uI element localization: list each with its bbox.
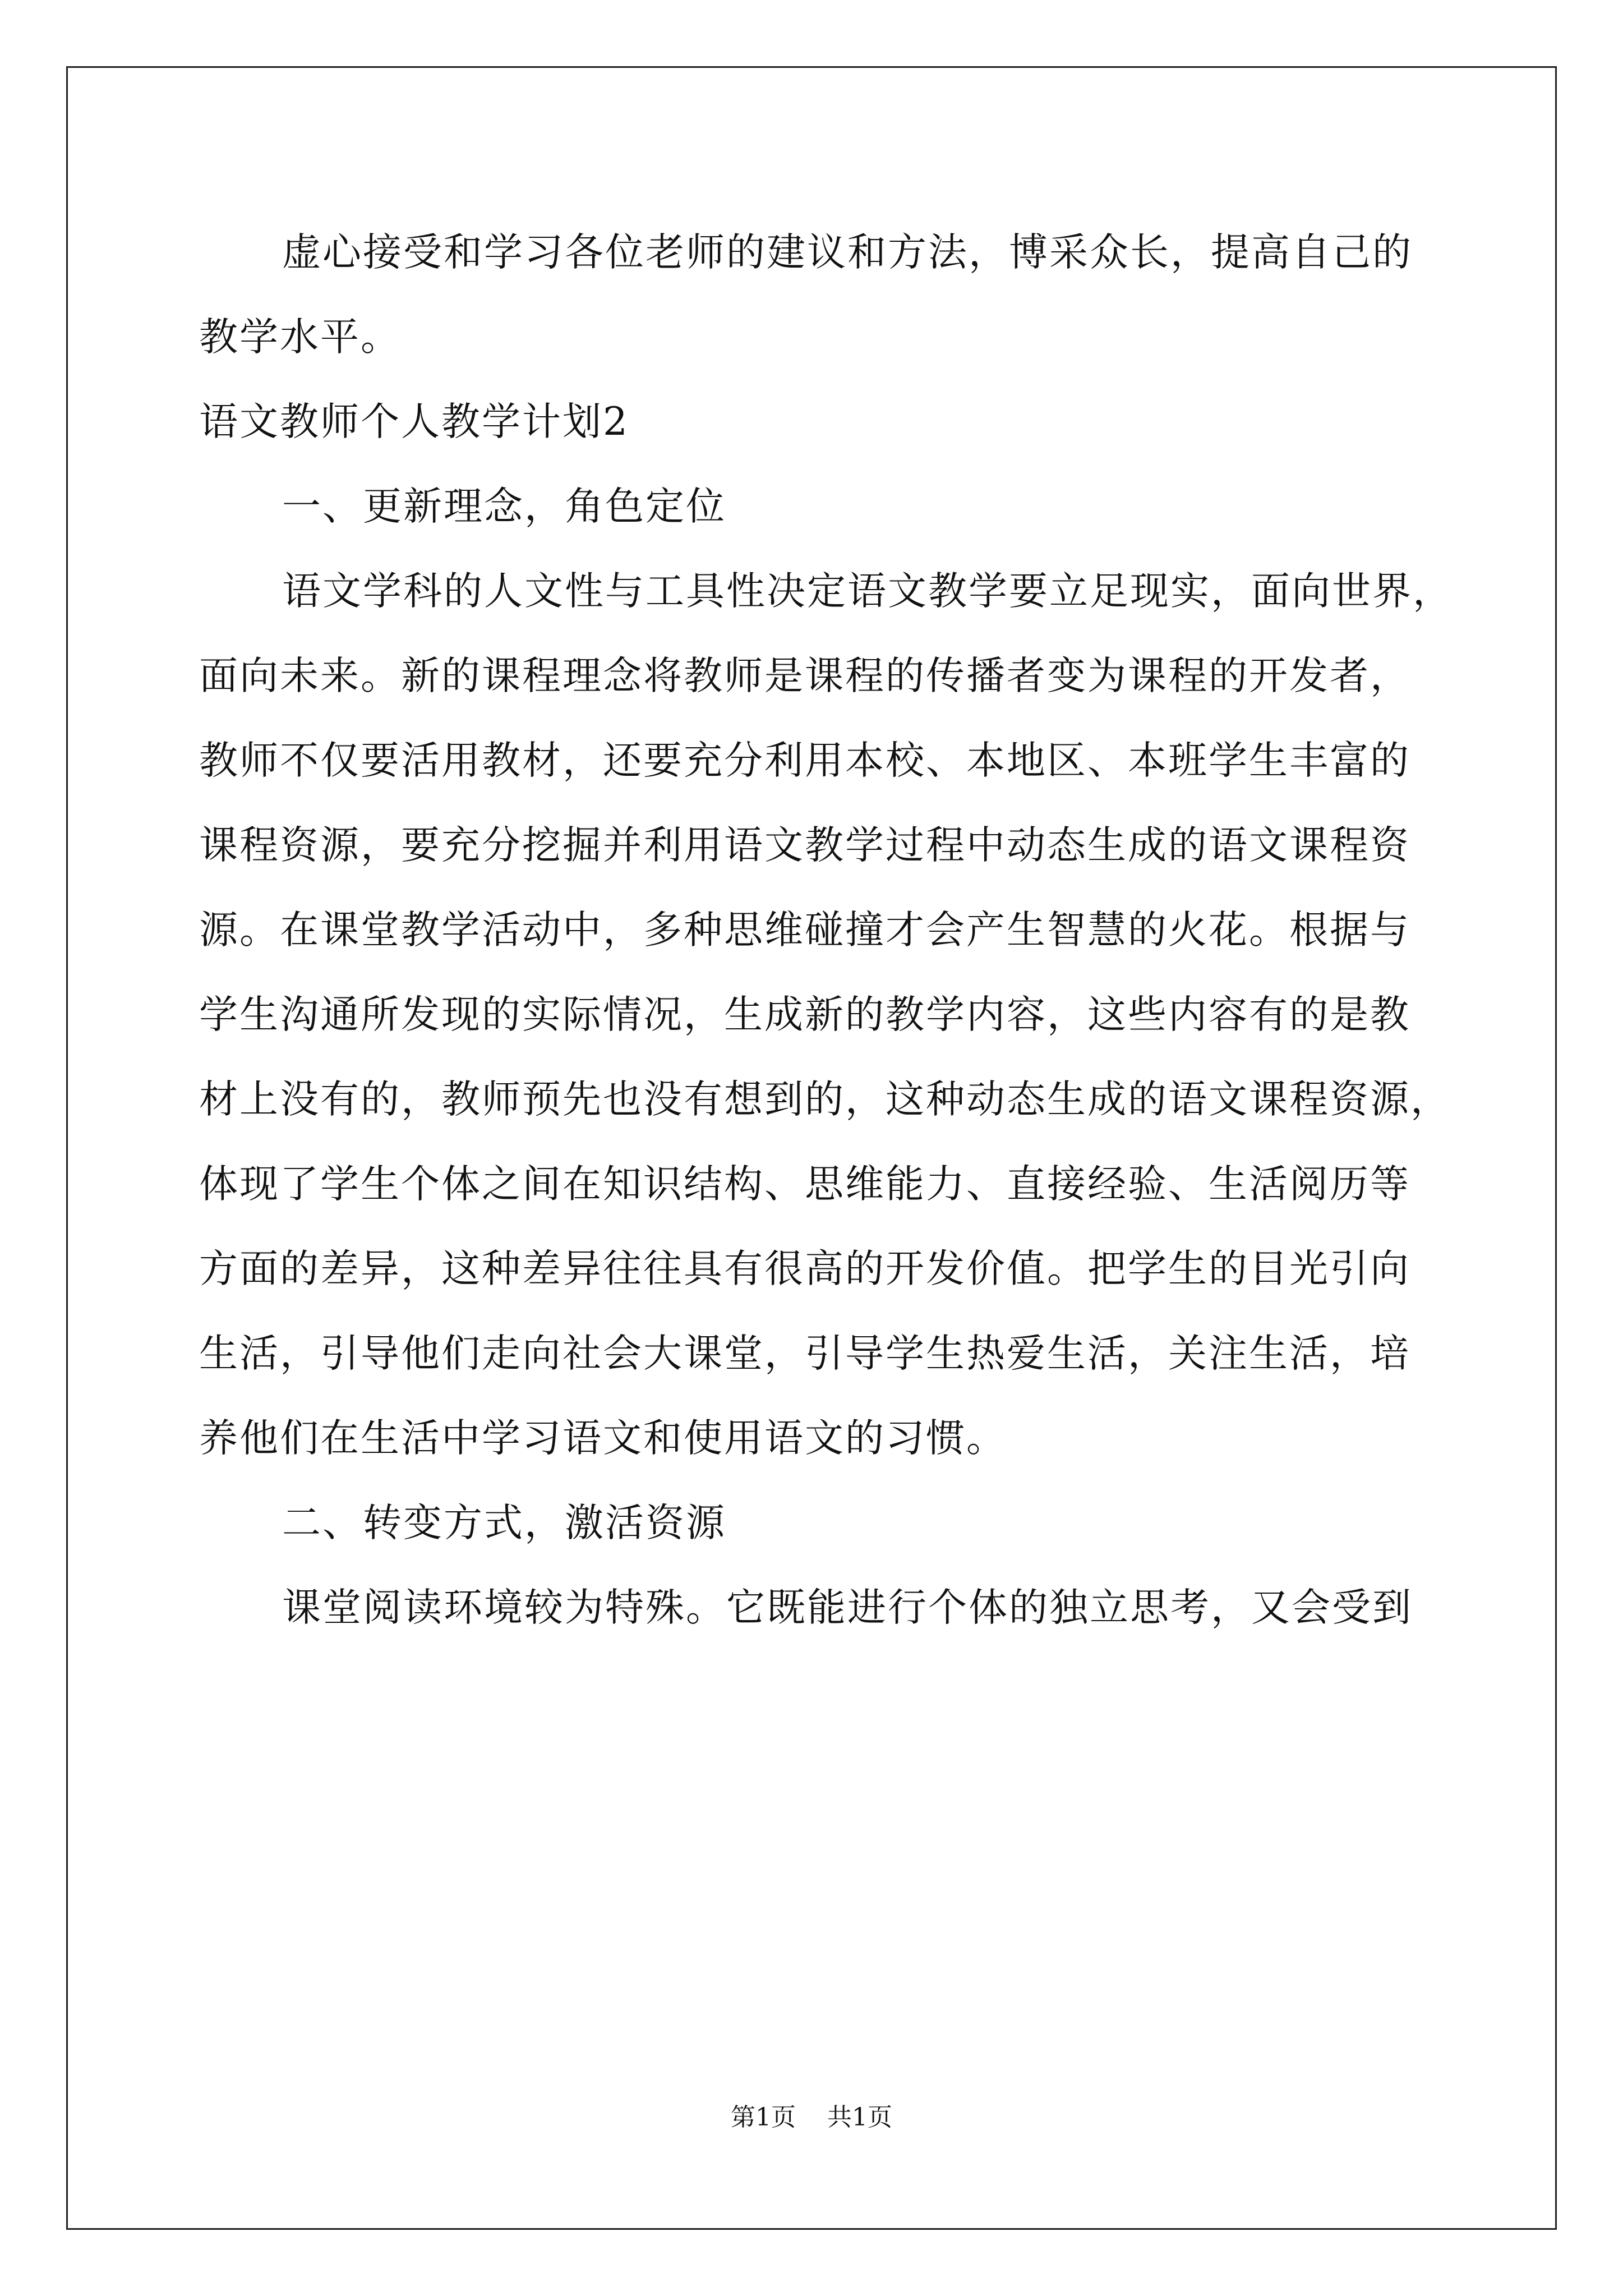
- paragraph-line: 体现了学生个体之间在知识结构、思维能力、直接经验、生活阅历等: [199, 1162, 1410, 1207]
- section-heading: 一、更新理念，角色定位: [282, 484, 726, 529]
- paragraph-line: 方面的差异，这种差异往往具有很高的开发价值。把学生的目光引向: [199, 1246, 1410, 1291]
- section-heading: 二、转变方式，激活资源: [282, 1501, 726, 1545]
- paragraph-line: 教学水平。: [199, 315, 401, 360]
- document-body: [199, 210, 1453, 1650]
- paragraph-line: 生活，引导他们走向社会大课堂，引导学生热爱生活，关注生活，培: [199, 1331, 1410, 1376]
- paragraph-line: 养他们在生活中学习语文和使用语文的习惯。: [199, 1416, 1007, 1461]
- paragraph-line: 教师不仅要活用教材，还要充分利用本校、本地区、本班学生丰富的: [199, 738, 1410, 783]
- paragraph-line: 源。在课堂教学活动中，多种思维碰撞才会产生智慧的火花。根据与: [199, 908, 1410, 953]
- page-total: 共1页: [827, 2103, 892, 2132]
- page-number: 第1页: [731, 2103, 796, 2132]
- paragraph-line: 语文学科的人文性与工具性决定语文教学要立足现实，面向世界，: [282, 569, 1453, 614]
- paragraph-line: 课堂阅读环境较为特殊。它既能进行个体的独立思考，又会受到: [282, 1585, 1413, 1630]
- page-footer: [0, 2101, 1623, 2134]
- paragraph-line: 面向未来。新的课程理念将教师是课程的传播者变为课程的开发者，: [199, 654, 1410, 698]
- section-title: 语文教师个人教学计划2: [199, 399, 629, 444]
- paragraph-line: 学生沟通所发现的实际情况，生成新的教学内容，这些内容有的是教: [199, 992, 1410, 1037]
- paragraph-line: 虚心接受和学习各位老师的建议和方法，博采众长，提高自己的: [282, 230, 1413, 275]
- paragraph-line: 材上没有的，教师预先也没有想到的，这种动态生成的语文课程资源，: [199, 1077, 1451, 1122]
- paragraph-line: 课程资源，要充分挖掘并利用语文教学过程中动态生成的语文课程资: [199, 823, 1410, 868]
